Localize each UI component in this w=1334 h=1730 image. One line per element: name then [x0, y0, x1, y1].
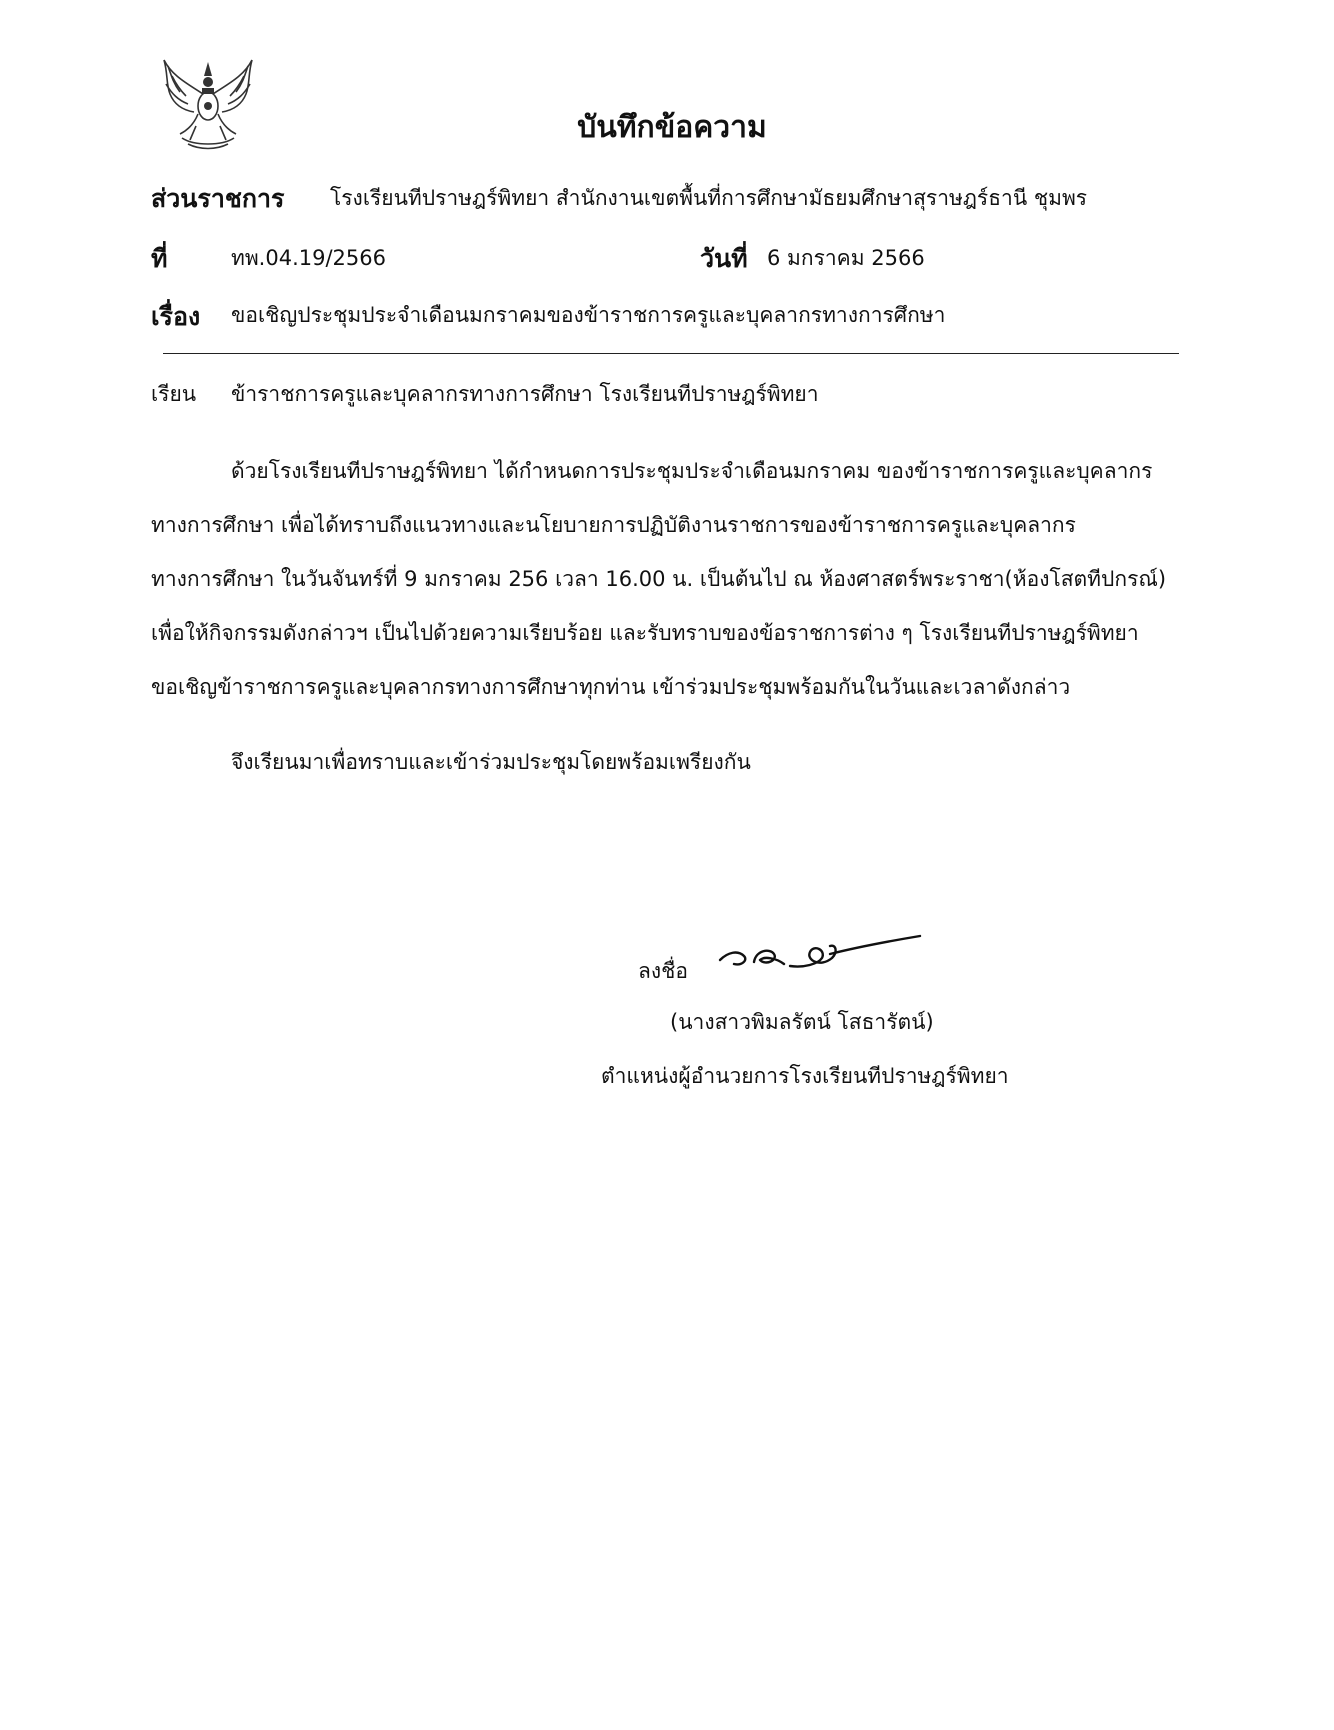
body-line: ทางการศึกษา เพื่อได้ทราบถึงแนวทางและนโยบายการปฏิบัติงานราชการของข้าราชการครูและบุคลากร [151, 513, 1076, 537]
signer-name: (นางสาวพิมลรัตน์ โสธารัตน์) [670, 1010, 934, 1034]
body-line: เพื่อให้กิจกรรมดังกล่าวฯ เป็นไปด้วยความเรียบร้อย และรับทราบของข้อราชการต่าง ๆ โรงเรียนทีปราษฎร์พิทยา [151, 621, 1139, 645]
header-divider [163, 353, 1179, 354]
body-line: ทางการศึกษา ในวันจันทร์ที่ 9 มกราคม 256 เวลา 16.00 น. เป็นต้นไป ณ ห้องศาสตร์พระราชา(ห้องโสตทีปกรณ์) [151, 567, 1167, 591]
sign-label: ลงชื่อ [638, 959, 688, 983]
date-label: วันที่ [700, 244, 748, 273]
agency-value: โรงเรียนทีปราษฎร์พิทยา สำนักงานเขตพื้นที่การศึกษามัธยมศึกษาสุราษฎร์ธานี ชุมพร [330, 186, 1088, 210]
signer-position: ตำแหน่งผู้อำนวยการโรงเรียนทีปราษฎร์พิทยา [601, 1064, 1009, 1088]
ref-value: ทพ.04.19/2566 [231, 246, 386, 270]
ref-label: ที่ [151, 244, 168, 273]
subject-label: เรื่อง [151, 302, 201, 331]
to-label: เรียน [151, 382, 197, 406]
body-line: ขอเชิญข้าราชการครูและบุคลากรทางการศึกษาทุกท่าน เข้าร่วมประชุมพร้อมกันในวันและเวลาดังกล่าว [151, 675, 1071, 699]
to-value: ข้าราชการครูและบุคลากรทางการศึกษา โรงเรียนทีปราษฎร์พิทยา [231, 382, 819, 406]
date-value: 6 มกราคม 2566 [767, 246, 925, 270]
memo-title: บันทึกข้อความ [577, 110, 767, 145]
handwritten-signature-icon [714, 928, 924, 980]
body-line: ด้วยโรงเรียนทีปราษฎร์พิทยา ได้กำหนดการประชุมประจำเดือนมกราคม ของข้าราชการครูและบุคลากร [231, 459, 1153, 483]
closing-line: จึงเรียนมาเพื่อทราบและเข้าร่วมประชุมโดยพร้อมเพรียงกัน [231, 750, 751, 774]
subject-value: ขอเชิญประชุมประจำเดือนมกราคมของข้าราชการครูและบุคลากรทางการศึกษา [231, 303, 946, 327]
agency-label: ส่วนราชการ [151, 184, 285, 213]
